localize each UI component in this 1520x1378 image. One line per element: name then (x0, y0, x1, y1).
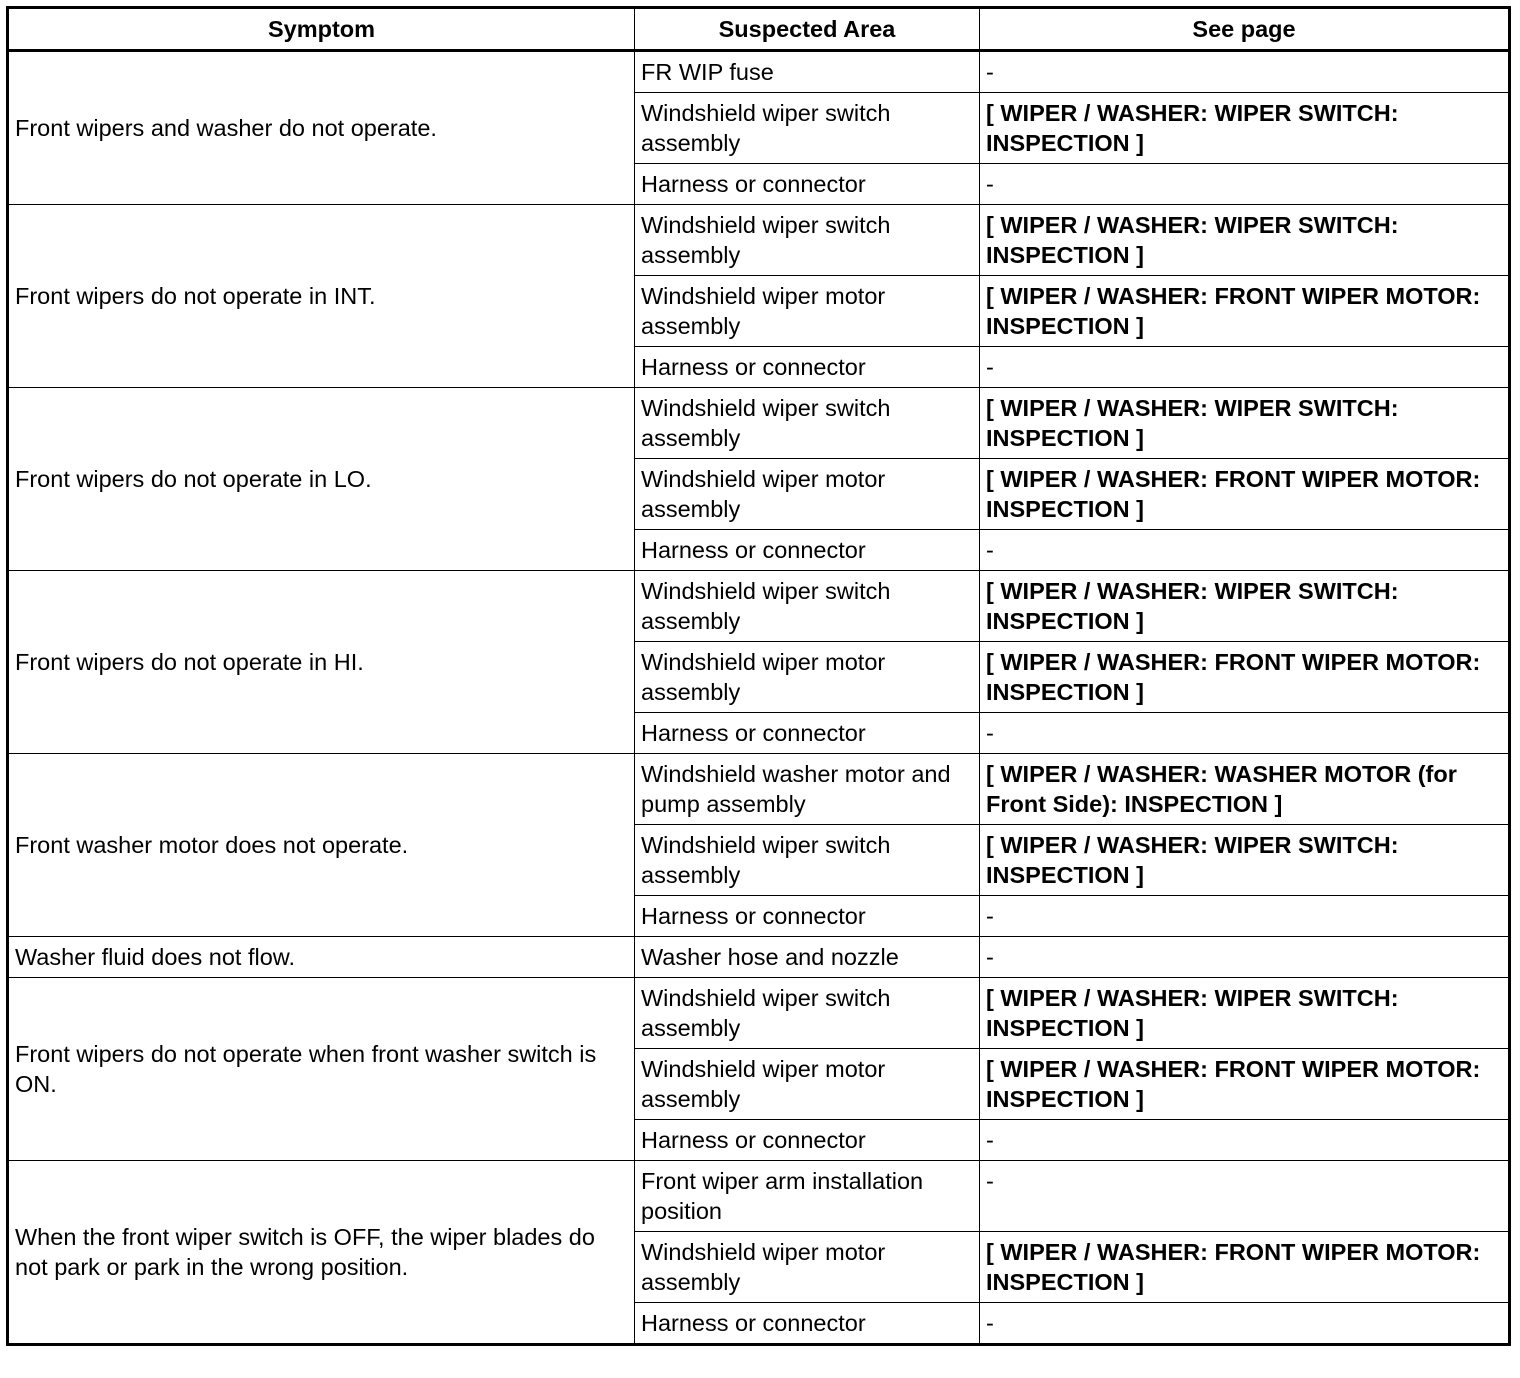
see-page-link[interactable]: [ WIPER / WASHER: FRONT WIPER MOTOR: INSPECTION ] (980, 1049, 1510, 1120)
see-page-cell: - (980, 1120, 1510, 1161)
suspected-area-cell: Windshield wiper switch assembly (635, 825, 980, 896)
see-page-link[interactable]: [ WIPER / WASHER: FRONT WIPER MOTOR: INSPECTION ] (980, 276, 1510, 347)
suspected-area-cell: Windshield wiper motor assembly (635, 1232, 980, 1303)
table-row (8, 571, 1510, 642)
see-page-cell: - (980, 347, 1510, 388)
suspected-area-cell: Windshield wiper motor assembly (635, 642, 980, 713)
table-row (8, 978, 1510, 1049)
symptom-cell: Front wipers and washer do not operate. (8, 51, 635, 205)
suspected-area-cell: Windshield wiper switch assembly (635, 978, 980, 1049)
suspected-area-cell: Harness or connector (635, 347, 980, 388)
symptom-cell: Front wipers do not operate in INT. (8, 205, 635, 388)
troubleshooting-sheet (6, 6, 1508, 1371)
header-symptom: Symptom (8, 8, 635, 51)
suspected-area-cell: Windshield wiper switch assembly (635, 93, 980, 164)
see-page-link[interactable]: [ WIPER / WASHER: WIPER SWITCH: INSPECTION ] (980, 205, 1510, 276)
header-see-page: See page (980, 8, 1510, 51)
symptom-cell: When the front wiper switch is OFF, the wiper blades do not park or park in the wrong position. (8, 1161, 635, 1345)
suspected-area-cell: Windshield wiper switch assembly (635, 571, 980, 642)
symptom-cell: Front wipers do not operate when front washer switch is ON. (8, 978, 635, 1161)
suspected-area-cell: Windshield wiper switch assembly (635, 205, 980, 276)
suspected-area-cell: Windshield washer motor and pump assembly (635, 754, 980, 825)
symptom-cell: Washer fluid does not flow. (8, 937, 635, 978)
see-page-link[interactable]: [ WIPER / WASHER: WIPER SWITCH: INSPECTION ] (980, 388, 1510, 459)
suspected-area-cell: Windshield wiper switch assembly (635, 388, 980, 459)
see-page-link[interactable]: [ WIPER / WASHER: FRONT WIPER MOTOR: INSPECTION ] (980, 642, 1510, 713)
table-row (8, 1161, 1510, 1232)
table-row (8, 51, 1510, 93)
see-page-cell: - (980, 51, 1510, 93)
see-page-cell: - (980, 1161, 1510, 1232)
suspected-area-cell: Harness or connector (635, 896, 980, 937)
suspected-area-cell: Windshield wiper motor assembly (635, 459, 980, 530)
header-suspected-area: Suspected Area (635, 8, 980, 51)
symptom-cell: Front wipers do not operate in HI. (8, 571, 635, 754)
symptom-cell: Front washer motor does not operate. (8, 754, 635, 937)
see-page-cell: - (980, 713, 1510, 754)
table-row (8, 205, 1510, 276)
suspected-area-cell: Windshield wiper motor assembly (635, 276, 980, 347)
suspected-area-cell: FR WIP fuse (635, 51, 980, 93)
suspected-area-cell: Front wiper arm installation position (635, 1161, 980, 1232)
see-page-link[interactable]: [ WIPER / WASHER: WIPER SWITCH: INSPECTION ] (980, 571, 1510, 642)
see-page-link[interactable]: [ WIPER / WASHER: WASHER MOTOR (for Front Side): INSPECTION ] (980, 754, 1510, 825)
table-row (8, 937, 1510, 978)
suspected-area-cell: Washer hose and nozzle (635, 937, 980, 978)
table-row (8, 388, 1510, 459)
see-page-link[interactable]: [ WIPER / WASHER: WIPER SWITCH: INSPECTION ] (980, 825, 1510, 896)
table-row (8, 754, 1510, 825)
see-page-cell: - (980, 164, 1510, 205)
suspected-area-cell: Windshield wiper motor assembly (635, 1049, 980, 1120)
symptom-table (6, 6, 1511, 1346)
table-body (8, 51, 1510, 1345)
see-page-link[interactable]: [ WIPER / WASHER: WIPER SWITCH: INSPECTION ] (980, 93, 1510, 164)
suspected-area-cell: Harness or connector (635, 1120, 980, 1161)
header-row (8, 8, 1510, 51)
see-page-cell: - (980, 1303, 1510, 1345)
see-page-cell: - (980, 530, 1510, 571)
symptom-cell: Front wipers do not operate in LO. (8, 388, 635, 571)
see-page-link[interactable]: [ WIPER / WASHER: FRONT WIPER MOTOR: INSPECTION ] (980, 1232, 1510, 1303)
see-page-cell: - (980, 896, 1510, 937)
see-page-cell: - (980, 937, 1510, 978)
suspected-area-cell: Harness or connector (635, 530, 980, 571)
see-page-link[interactable]: [ WIPER / WASHER: FRONT WIPER MOTOR: INSPECTION ] (980, 459, 1510, 530)
suspected-area-cell: Harness or connector (635, 164, 980, 205)
see-page-link[interactable]: [ WIPER / WASHER: WIPER SWITCH: INSPECTION ] (980, 978, 1510, 1049)
suspected-area-cell: Harness or connector (635, 1303, 980, 1345)
suspected-area-cell: Harness or connector (635, 713, 980, 754)
